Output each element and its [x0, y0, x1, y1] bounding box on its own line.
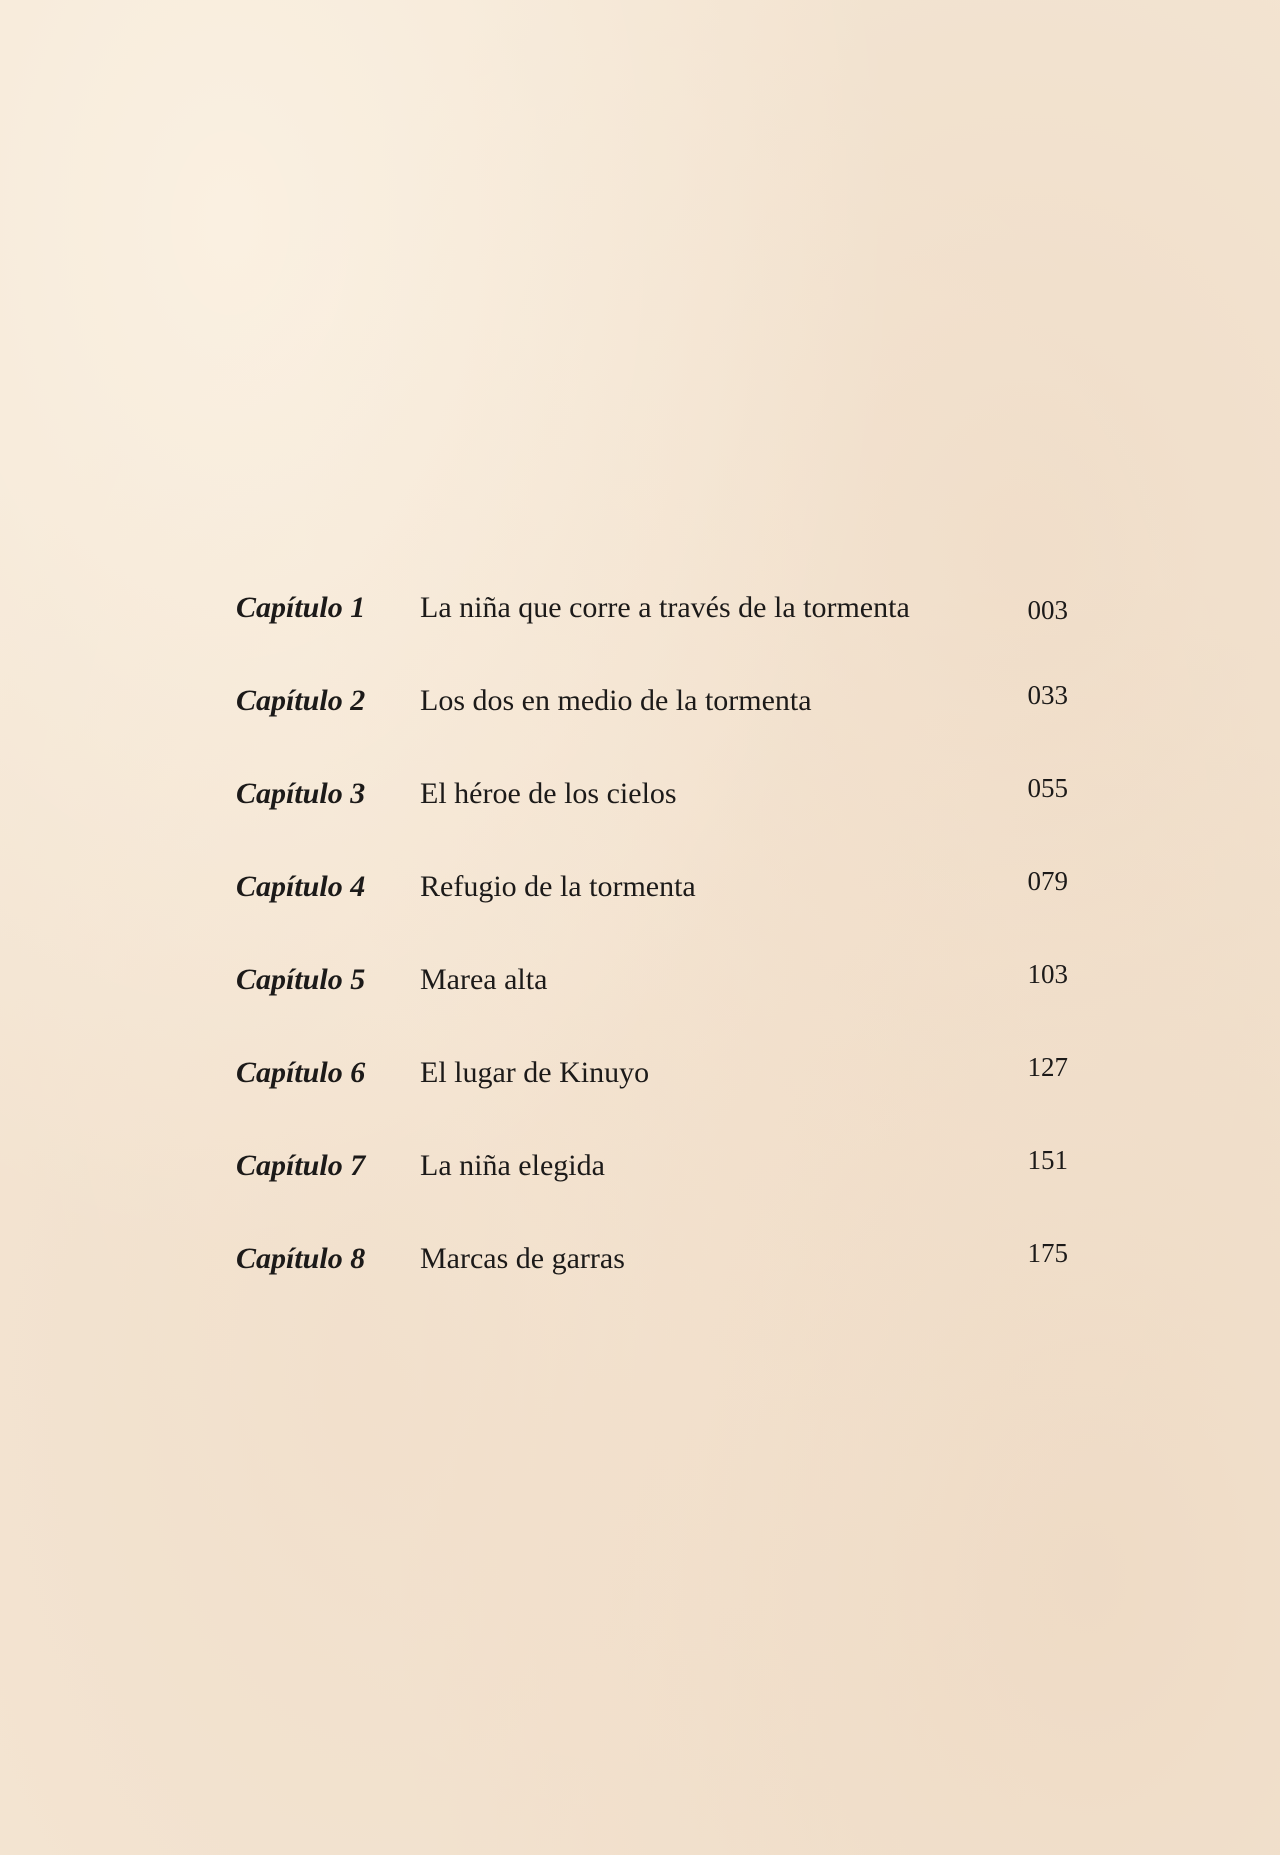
chapter-page-number: 151	[1027, 1145, 1068, 1175]
toc-entry-1	[236, 588, 1072, 681]
chapter-title: Los dos en medio de la tormenta	[420, 684, 812, 717]
toc-entry-3	[236, 774, 1072, 867]
chapter-title: Refugio de la tormenta	[420, 870, 696, 903]
table-of-contents	[236, 588, 1072, 1332]
chapter-page-number: 033	[1027, 680, 1068, 710]
chapter-label: Capítulo 1	[236, 591, 366, 624]
chapter-page-number: 103	[1027, 959, 1068, 989]
chapter-page-number: 003	[1027, 595, 1068, 625]
toc-entry-2	[236, 681, 1072, 774]
chapter-title: La niña que corre a través de la tormenta	[420, 591, 910, 624]
chapter-label: Capítulo 5	[236, 963, 366, 996]
chapter-label: Capítulo 3	[236, 777, 366, 810]
chapter-label: Capítulo 8	[236, 1242, 366, 1275]
chapter-page-number: 079	[1027, 866, 1068, 896]
chapter-page-number: 127	[1027, 1052, 1068, 1082]
chapter-title: El lugar de Kinuyo	[420, 1056, 650, 1089]
toc-entry-4	[236, 867, 1072, 960]
chapter-title: La niña elegida	[420, 1149, 605, 1182]
chapter-title: Marea alta	[420, 963, 548, 996]
chapter-page-number: 055	[1027, 773, 1068, 803]
toc-entry-6	[236, 1053, 1072, 1146]
chapter-label: Capítulo 4	[236, 870, 366, 903]
chapter-label: Capítulo 6	[236, 1056, 366, 1089]
chapter-title: El héroe de los cielos	[420, 777, 677, 810]
toc-entry-7	[236, 1146, 1072, 1239]
toc-entry-8	[236, 1239, 1072, 1332]
chapter-title: Marcas de garras	[420, 1242, 625, 1275]
chapter-label: Capítulo 7	[236, 1149, 366, 1182]
chapter-label: Capítulo 2	[236, 684, 366, 717]
toc-entry-5	[236, 960, 1072, 1053]
chapter-page-number: 175	[1027, 1238, 1068, 1268]
